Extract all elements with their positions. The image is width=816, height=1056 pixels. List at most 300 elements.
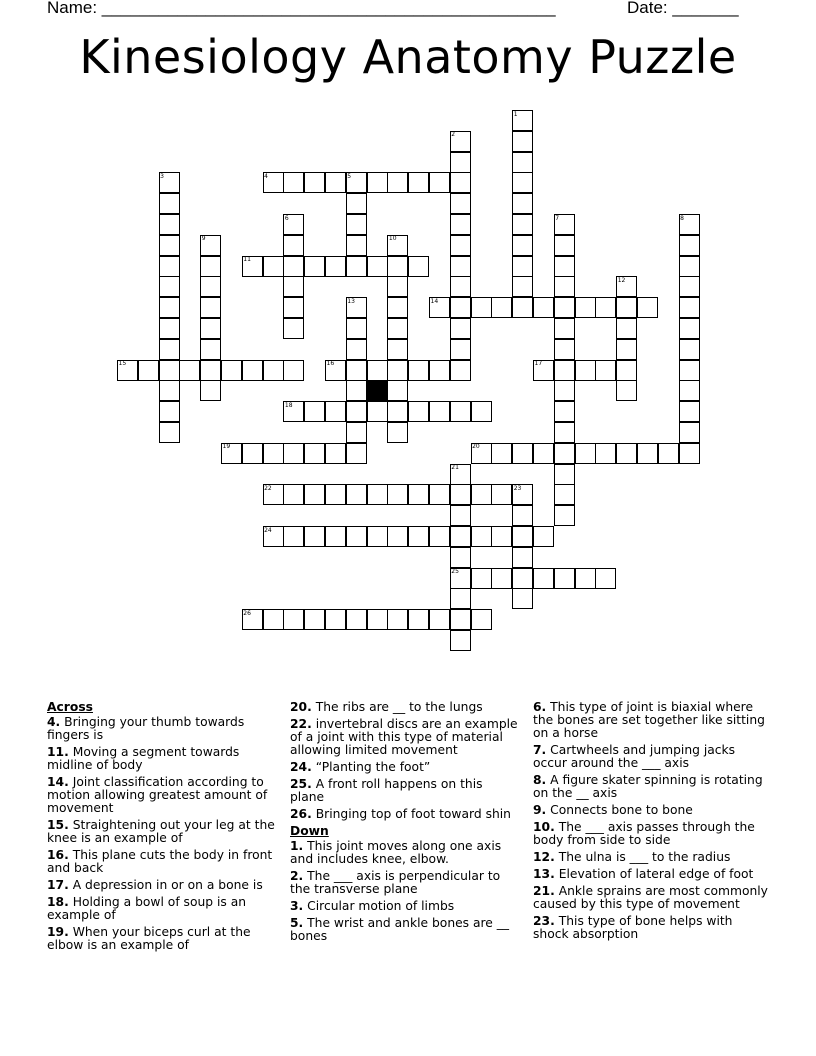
grid-cell[interactable] (450, 630, 471, 651)
clue-item (47, 896, 275, 922)
grid-cell[interactable] (346, 609, 367, 630)
clue-item-text: This plane cuts the body in front and back (47, 848, 273, 875)
grid-cell[interactable] (595, 360, 616, 381)
date-field[interactable]: Date: _______ (627, 0, 739, 17)
grid-cell[interactable] (491, 297, 512, 318)
clue-number: 16 (326, 360, 335, 368)
clue-number: 15 (118, 360, 127, 368)
grid-cell[interactable] (554, 235, 575, 256)
grid-cell[interactable] (387, 526, 408, 547)
grid-cell[interactable] (491, 568, 512, 589)
clue-item-number: 7. (533, 743, 547, 757)
clue-item-number: 23. (533, 914, 555, 928)
grid-cell[interactable] (658, 443, 679, 464)
grid-cell[interactable] (471, 401, 492, 422)
clue-item (533, 744, 769, 770)
clue-item-text: The ribs are __ to the lungs (315, 700, 483, 714)
grid-cell[interactable] (554, 422, 575, 443)
clue-item (290, 900, 518, 913)
grid-cell[interactable] (159, 422, 180, 443)
grid-cell[interactable] (471, 609, 492, 630)
grid-cell[interactable] (512, 588, 533, 609)
clue-item-number: 2. (290, 869, 304, 883)
clue-number: 24 (264, 526, 272, 534)
grid-cell[interactable] (159, 256, 180, 277)
clue-number: 10 (388, 235, 397, 243)
grid-cell[interactable] (616, 443, 637, 464)
grid-cell[interactable] (200, 318, 221, 339)
clue-number: 21 (451, 464, 459, 472)
clue-number: 20 (472, 443, 480, 451)
grid-cell[interactable] (346, 380, 367, 401)
grid-cell[interactable] (554, 505, 575, 526)
grid-cell[interactable] (325, 609, 346, 630)
clue-item-text: Cartwheels and jumping jacks occur around the ___ axis (533, 743, 736, 770)
clue-item-text: A figure skater spinning is rotating on the __ axis (533, 773, 763, 800)
grid-cell[interactable] (679, 256, 700, 277)
grid-cell[interactable] (325, 256, 346, 277)
grid-cell[interactable] (283, 360, 304, 381)
clue-item-text: This type of bone helps with shock absorption (533, 914, 733, 941)
grid-cell[interactable] (263, 360, 284, 381)
clue-item-number: 4. (47, 715, 61, 729)
grid-cell[interactable] (346, 360, 367, 381)
clue-item-number: 13. (533, 867, 555, 881)
grid-cell[interactable] (283, 256, 304, 277)
grid-cell[interactable] (200, 256, 221, 277)
clue-item-text: Holding a bowl of soup is an example of (47, 895, 247, 922)
grid-cell[interactable] (325, 172, 346, 193)
clue-item-number: 24. (290, 760, 312, 774)
grid-cell[interactable] (387, 360, 408, 381)
grid-cell[interactable] (554, 297, 575, 318)
grid-cell[interactable] (575, 568, 596, 589)
clue-item-number: 20. (290, 700, 312, 714)
grid-cell[interactable] (450, 484, 471, 505)
clue-number: 5 (347, 172, 352, 180)
grid-cell[interactable] (450, 526, 471, 547)
grid-cell[interactable] (159, 318, 180, 339)
grid-cell[interactable] (346, 214, 367, 235)
grid-cell[interactable] (346, 339, 367, 360)
grid-cell[interactable] (325, 401, 346, 422)
grid-cell[interactable] (679, 276, 700, 297)
grid-cell[interactable] (346, 422, 367, 443)
grid-cell[interactable] (346, 193, 367, 214)
grid-cell[interactable] (408, 401, 429, 422)
clue-item-text: When your biceps curl at the elbow is an example of (47, 925, 251, 952)
grid-cell[interactable] (367, 360, 388, 381)
grid-cell[interactable] (679, 360, 700, 381)
clue-number: 8 (680, 214, 684, 222)
grid-cell[interactable] (367, 609, 388, 630)
grid-cell[interactable] (491, 443, 512, 464)
clue-item-number: 18. (47, 895, 69, 909)
grid-cell[interactable] (367, 484, 388, 505)
grid-cell[interactable] (346, 256, 367, 277)
grid-cell[interactable] (575, 443, 596, 464)
grid-cell[interactable] (533, 526, 554, 547)
clue-item (47, 746, 275, 772)
clue-number: 23 (513, 484, 522, 492)
grid-cell[interactable] (554, 360, 575, 381)
grid-cell[interactable] (616, 339, 637, 360)
grid-cell[interactable] (367, 172, 388, 193)
clue-number: 11 (243, 256, 251, 264)
clue-number: 22 (264, 484, 272, 492)
clue-item (290, 718, 518, 757)
grid-cell[interactable] (346, 235, 367, 256)
grid-cell[interactable] (679, 422, 700, 443)
clue-number: 6 (284, 214, 289, 222)
clue-item-text: Connects bone to bone (550, 803, 693, 817)
clue-item-number: 6. (533, 700, 547, 714)
clue-number: 26 (243, 609, 251, 617)
grid-cell[interactable] (512, 276, 533, 297)
grid-cell[interactable] (512, 131, 533, 152)
clue-item (290, 761, 518, 774)
clue-item (533, 915, 769, 941)
grid-cell[interactable] (263, 256, 284, 277)
grid-cell[interactable] (200, 360, 221, 381)
grid-cell[interactable] (512, 505, 533, 526)
clue-item-number: 9. (533, 803, 547, 817)
section-heading-down: Down (290, 824, 329, 838)
clue-number: 18 (284, 401, 293, 409)
grid-cell[interactable] (304, 526, 325, 547)
clue-item-text: “Planting the foot” (315, 760, 431, 774)
grid-cell[interactable] (408, 484, 429, 505)
black-square (367, 380, 388, 401)
grid-cell[interactable] (679, 339, 700, 360)
grid-cell[interactable] (471, 568, 492, 589)
grid-cell[interactable] (283, 609, 304, 630)
grid-cell[interactable] (325, 484, 346, 505)
grid-cell[interactable] (637, 443, 658, 464)
grid-cell[interactable] (450, 193, 471, 214)
clue-item (290, 917, 518, 943)
clue-number: 9 (201, 235, 206, 243)
grid-cell[interactable] (471, 297, 492, 318)
clue-item-text: Elevation of lateral edge of foot (558, 867, 754, 881)
clue-item (533, 851, 769, 864)
grid-cell[interactable] (512, 172, 533, 193)
grid-cell[interactable] (408, 360, 429, 381)
clue-number: 1 (513, 110, 518, 118)
grid-cell[interactable] (159, 380, 180, 401)
grid-cell[interactable] (304, 401, 325, 422)
grid-cell[interactable] (450, 297, 471, 318)
grid-cell[interactable] (450, 256, 471, 277)
grid-cell[interactable] (408, 172, 429, 193)
grid-cell[interactable] (512, 256, 533, 277)
grid-cell[interactable] (179, 360, 200, 381)
grid-cell[interactable] (263, 443, 284, 464)
clue-item (533, 804, 769, 817)
grid-cell[interactable] (491, 526, 512, 547)
clue-item-text: Ankle sprains are most commonly caused by this type of movement (533, 884, 768, 911)
clue-item-number: 21. (533, 884, 555, 898)
clue-item-text: Bringing your thumb towards fingers is (47, 715, 245, 742)
grid-cell[interactable] (304, 443, 325, 464)
grid-cell[interactable] (595, 297, 616, 318)
clue-item-number: 14. (47, 775, 69, 789)
grid-cell[interactable] (512, 214, 533, 235)
clue-item-text: A front roll happens on this plane (290, 777, 483, 804)
grid-cell[interactable] (533, 297, 554, 318)
grid-cell[interactable] (325, 526, 346, 547)
clue-item-number: 17. (47, 878, 69, 892)
grid-cell[interactable] (616, 360, 637, 381)
section-heading-across: Across (47, 700, 93, 714)
grid-cell[interactable] (387, 380, 408, 401)
clue-number: 25 (451, 568, 459, 576)
clue-item-text: Bringing top of foot toward shin (315, 807, 511, 821)
clue-item-number: 3. (290, 899, 304, 913)
grid-cell[interactable] (616, 318, 637, 339)
clue-item-text: The ___ axis is perpendicular to the transverse plane (290, 869, 501, 896)
grid-cell[interactable] (512, 235, 533, 256)
grid-cell[interactable] (450, 339, 471, 360)
grid-cell[interactable] (679, 443, 700, 464)
grid-cell[interactable] (450, 276, 471, 297)
grid-cell[interactable] (159, 297, 180, 318)
grid-cell[interactable] (283, 526, 304, 547)
grid-cell[interactable] (346, 401, 367, 422)
clue-item-number: 22. (290, 717, 312, 731)
grid-cell[interactable] (554, 568, 575, 589)
clue-number: 13 (347, 297, 355, 305)
grid-cell[interactable] (554, 339, 575, 360)
grid-cell[interactable] (200, 380, 221, 401)
grid-cell[interactable] (429, 401, 450, 422)
grid-cell[interactable] (450, 214, 471, 235)
grid-cell[interactable] (387, 297, 408, 318)
grid-cell[interactable] (346, 443, 367, 464)
grid-cell[interactable] (450, 152, 471, 173)
grid-cell[interactable] (387, 484, 408, 505)
grid-cell[interactable] (533, 568, 554, 589)
grid-cell[interactable] (450, 172, 471, 193)
grid-cell[interactable] (512, 443, 533, 464)
grid-cell[interactable] (471, 484, 492, 505)
grid-cell[interactable] (450, 547, 471, 568)
grid-cell[interactable] (283, 276, 304, 297)
grid-cell[interactable] (263, 609, 284, 630)
clue-column-1 (47, 701, 275, 956)
clue-item-text: The ulna is ___ to the radius (558, 850, 731, 864)
clue-item (47, 849, 275, 875)
grid-cell[interactable] (512, 568, 533, 589)
grid-cell[interactable] (200, 339, 221, 360)
grid-cell[interactable] (138, 360, 159, 381)
grid-cell[interactable] (554, 484, 575, 505)
grid-cell[interactable] (304, 172, 325, 193)
puzzle-title: Kinesiology Anatomy Puzzle (79, 30, 737, 84)
grid-cell[interactable] (595, 568, 616, 589)
grid-cell[interactable] (159, 401, 180, 422)
clue-item-number: 10. (533, 820, 555, 834)
clue-column-3 (533, 701, 769, 945)
grid-cell[interactable] (637, 297, 658, 318)
grid-cell[interactable] (242, 443, 263, 464)
grid-cell[interactable] (283, 172, 304, 193)
grid-cell[interactable] (616, 380, 637, 401)
clue-item-number: 26. (290, 807, 312, 821)
grid-cell[interactable] (346, 526, 367, 547)
grid-cell[interactable] (450, 505, 471, 526)
clue-item-number: 25. (290, 777, 312, 791)
grid-cell[interactable] (450, 235, 471, 256)
grid-cell[interactable] (554, 276, 575, 297)
grid-cell[interactable] (346, 484, 367, 505)
clue-item-text: This type of joint is biaxial where the bones are set together like sitting on a horse (533, 700, 765, 740)
grid-cell[interactable] (575, 360, 596, 381)
clue-item (290, 701, 518, 714)
grid-cell[interactable] (679, 235, 700, 256)
grid-cell[interactable] (554, 256, 575, 277)
grid-cell[interactable] (200, 276, 221, 297)
clue-item (290, 778, 518, 804)
clue-item (290, 840, 518, 866)
grid-cell[interactable] (387, 276, 408, 297)
grid-cell[interactable] (221, 360, 242, 381)
grid-cell[interactable] (554, 464, 575, 485)
clue-item (533, 701, 769, 740)
grid-cell[interactable] (679, 380, 700, 401)
grid-cell[interactable] (408, 256, 429, 277)
grid-cell[interactable] (554, 380, 575, 401)
grid-cell[interactable] (679, 297, 700, 318)
grid-cell[interactable] (159, 214, 180, 235)
clue-item-number: 5. (290, 916, 304, 930)
grid-cell[interactable] (159, 339, 180, 360)
grid-cell[interactable] (387, 256, 408, 277)
grid-cell[interactable] (283, 318, 304, 339)
grid-cell[interactable] (304, 256, 325, 277)
grid-cell[interactable] (387, 422, 408, 443)
name-field[interactable]: Name: ________________________________________________ (47, 0, 556, 17)
grid-cell[interactable] (429, 609, 450, 630)
clue-item (290, 870, 518, 896)
clue-item (47, 819, 275, 845)
clue-item-text: The ___ axis passes through the body from side to side (533, 820, 755, 847)
grid-cell[interactable] (367, 256, 388, 277)
clue-column-2 (290, 701, 518, 947)
clue-item-text: invertebral discs are an example of a joint with this type of material allowing limited movement (290, 717, 518, 757)
grid-cell[interactable] (595, 443, 616, 464)
grid-cell[interactable] (554, 401, 575, 422)
grid-cell[interactable] (429, 526, 450, 547)
grid-cell[interactable] (159, 193, 180, 214)
clue-item-number: 11. (47, 745, 69, 759)
clue-item (47, 776, 275, 815)
grid-cell[interactable] (159, 235, 180, 256)
grid-cell[interactable] (408, 609, 429, 630)
grid-cell[interactable] (533, 443, 554, 464)
clue-number: 2 (451, 131, 456, 139)
grid-cell[interactable] (387, 339, 408, 360)
clue-item-number: 8. (533, 773, 547, 787)
clue-item (533, 868, 769, 881)
clue-item (290, 808, 518, 821)
clue-number: 4 (264, 172, 268, 180)
clue-number: 3 (160, 172, 164, 180)
grid-cell[interactable] (679, 318, 700, 339)
grid-cell[interactable] (159, 276, 180, 297)
grid-cell[interactable] (283, 297, 304, 318)
clue-item-number: 1. (290, 839, 304, 853)
clue-number: 12 (617, 276, 626, 284)
grid-cell[interactable] (200, 297, 221, 318)
clue-item-text: Circular motion of limbs (307, 899, 455, 913)
clue-number: 17 (534, 360, 543, 368)
grid-cell[interactable] (429, 360, 450, 381)
grid-cell[interactable] (512, 547, 533, 568)
clue-item (533, 774, 769, 800)
clue-number: 7 (555, 214, 560, 222)
grid-cell[interactable] (346, 318, 367, 339)
clue-item-number: 19. (47, 925, 69, 939)
grid-cell[interactable] (367, 401, 388, 422)
grid-cell[interactable] (283, 484, 304, 505)
grid-cell[interactable] (283, 235, 304, 256)
grid-cell[interactable] (512, 152, 533, 173)
clue-item (47, 879, 275, 892)
clue-item-number: 16. (47, 848, 69, 862)
grid-cell[interactable] (429, 484, 450, 505)
clue-item (47, 716, 275, 742)
grid-cell[interactable] (512, 297, 533, 318)
grid-cell[interactable] (450, 609, 471, 630)
clue-item-text: Joint classification according to motion allowing greatest amount of movement (47, 775, 268, 815)
grid-cell[interactable] (367, 526, 388, 547)
grid-cell[interactable] (283, 443, 304, 464)
clue-item-text: Straightening out your leg at the knee is an example of (47, 818, 275, 845)
grid-cell[interactable] (387, 318, 408, 339)
grid-cell[interactable] (491, 484, 512, 505)
clue-item-text: Moving a segment towards midline of body (47, 745, 240, 772)
clue-item-number: 15. (47, 818, 69, 832)
clue-item (533, 821, 769, 847)
grid-cell[interactable] (304, 609, 325, 630)
grid-cell[interactable] (554, 318, 575, 339)
grid-cell[interactable] (616, 297, 637, 318)
grid-cell[interactable] (512, 193, 533, 214)
grid-cell[interactable] (575, 297, 596, 318)
clue-item-text: The wrist and ankle bones are __ bones (290, 916, 510, 943)
grid-cell[interactable] (387, 609, 408, 630)
grid-cell[interactable] (450, 360, 471, 381)
grid-cell[interactable] (512, 526, 533, 547)
grid-cell[interactable] (450, 401, 471, 422)
grid-cell[interactable] (471, 526, 492, 547)
grid-cell[interactable] (450, 588, 471, 609)
grid-cell[interactable] (387, 172, 408, 193)
grid-cell[interactable] (450, 318, 471, 339)
grid-cell[interactable] (159, 360, 180, 381)
grid-cell[interactable] (242, 360, 263, 381)
grid-cell[interactable] (679, 401, 700, 422)
grid-cell[interactable] (429, 172, 450, 193)
grid-cell[interactable] (325, 443, 346, 464)
grid-cell[interactable] (304, 484, 325, 505)
grid-cell[interactable] (408, 526, 429, 547)
clue-item (47, 926, 275, 952)
clue-number: 14 (430, 297, 439, 305)
grid-cell[interactable] (554, 443, 575, 464)
grid-cell[interactable] (387, 401, 408, 422)
